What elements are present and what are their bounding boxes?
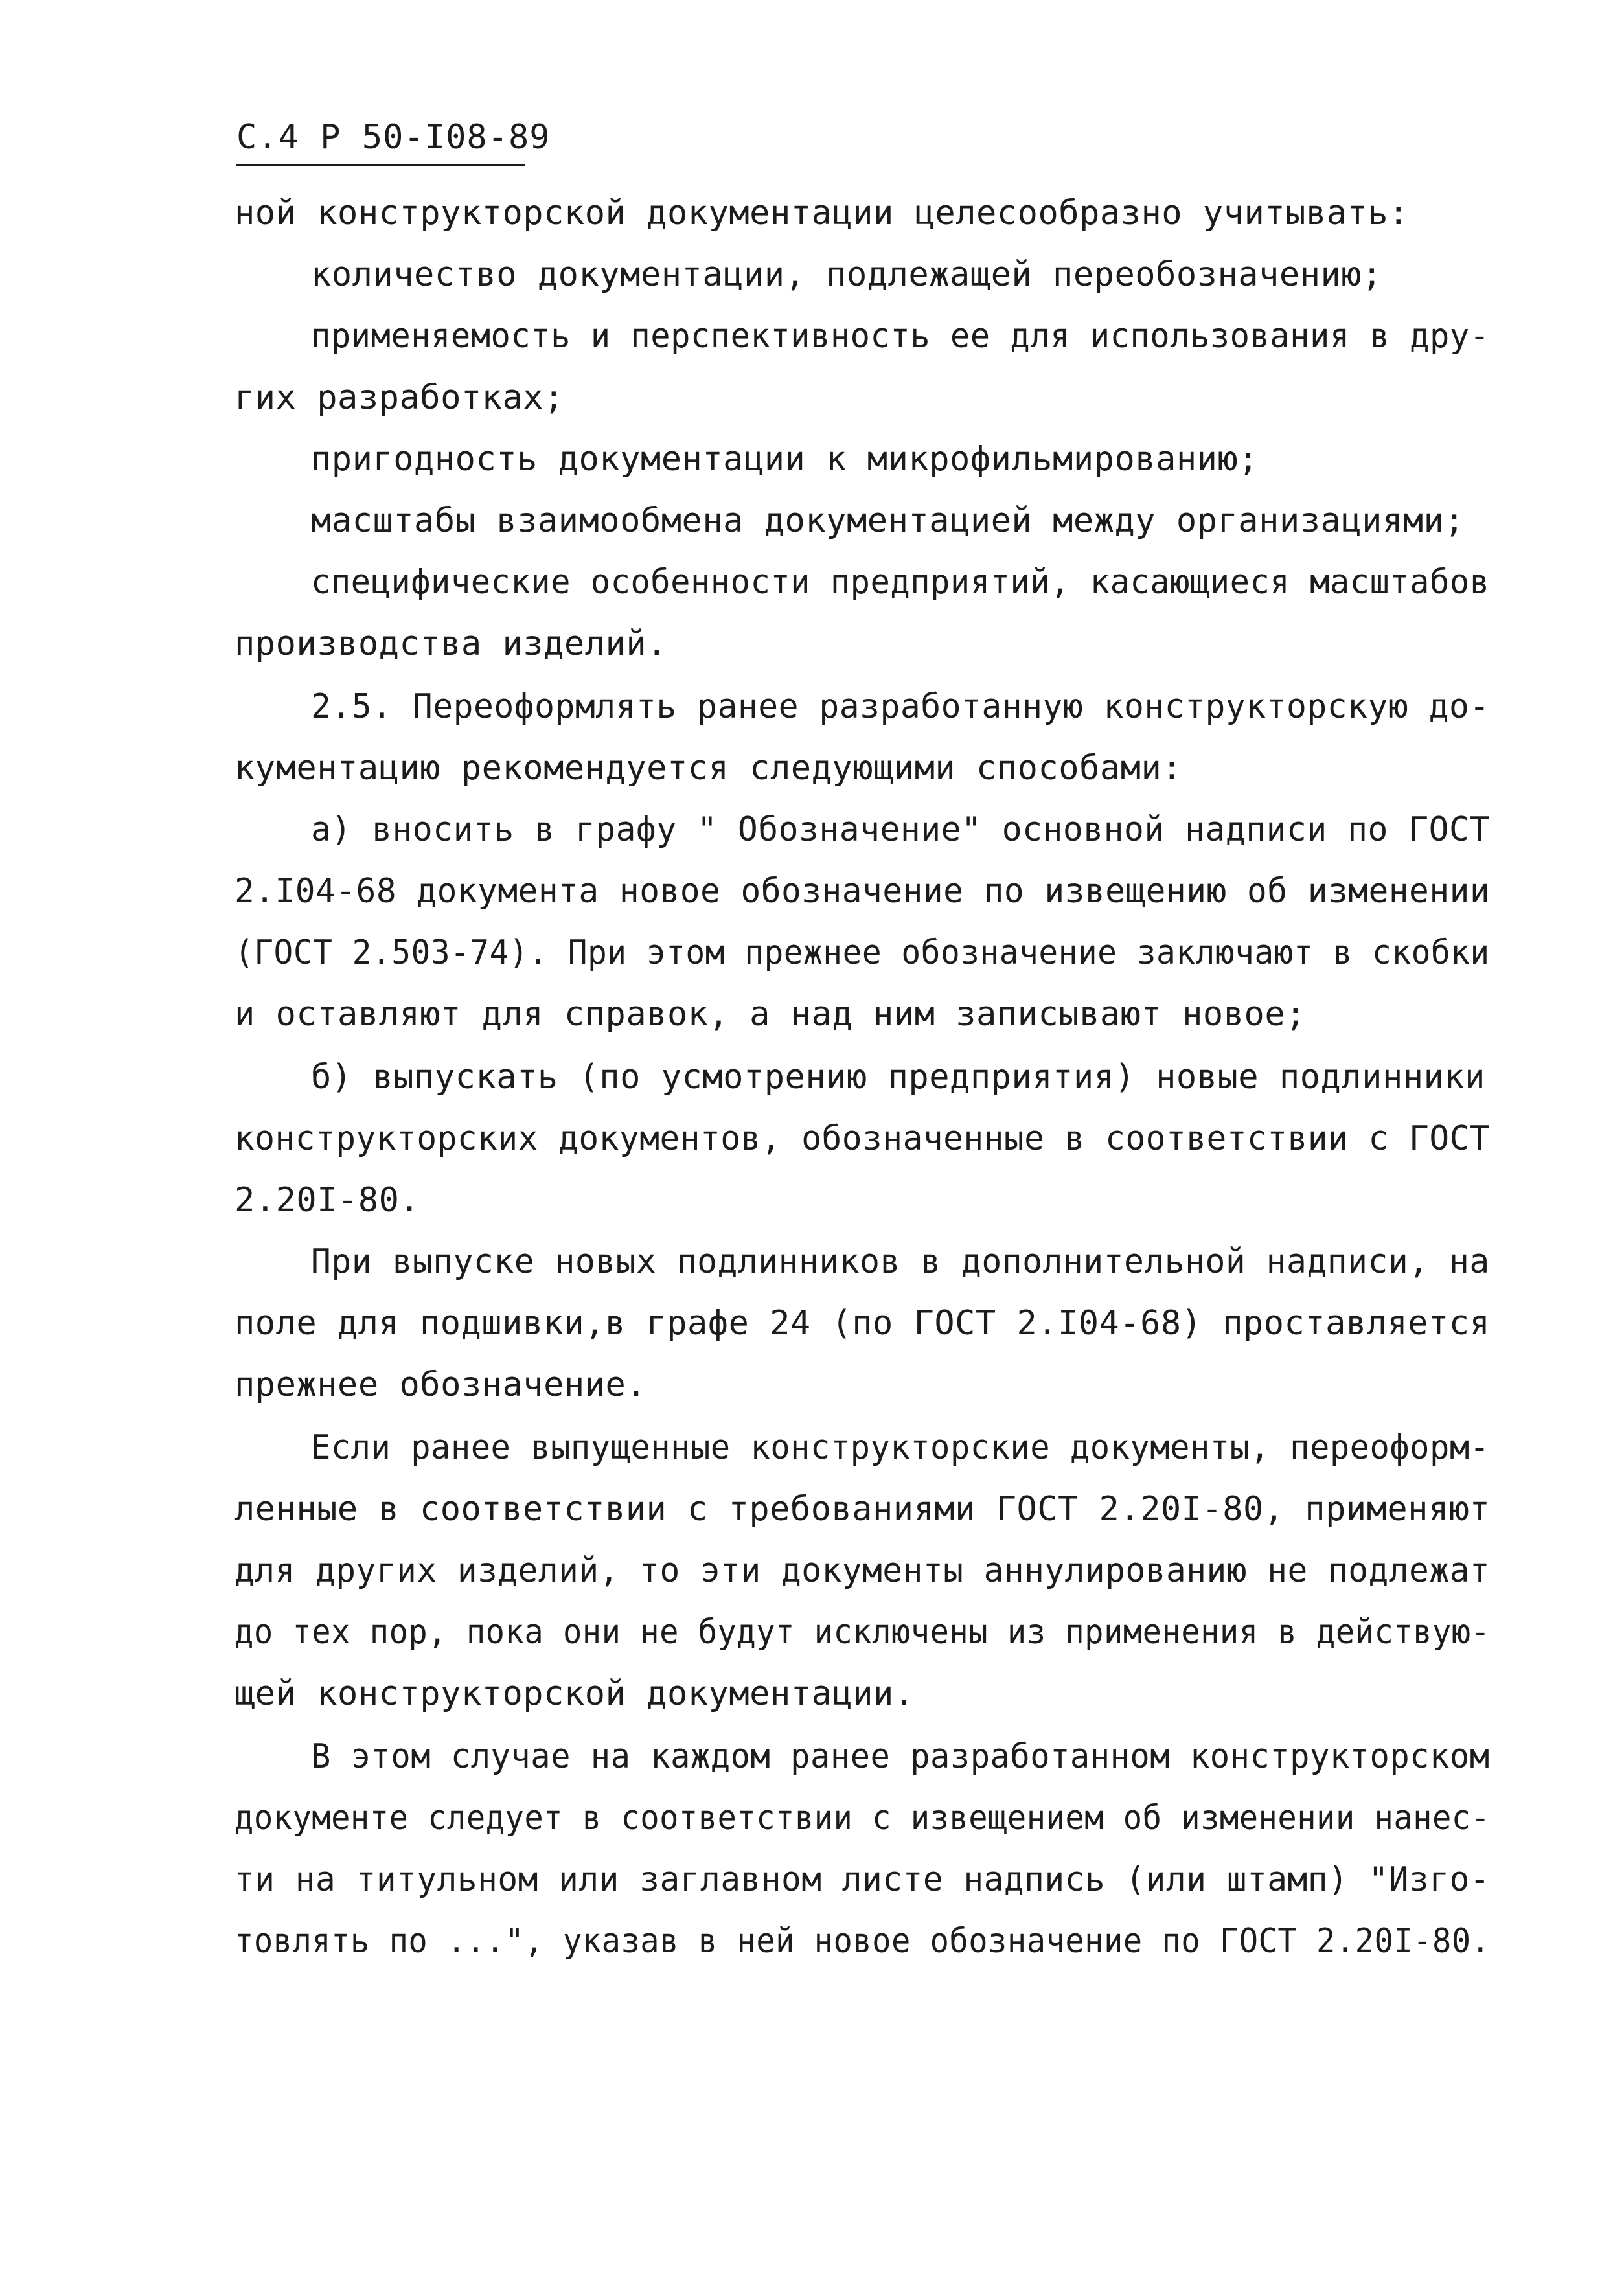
text-line: документе следует в соответствии с извещением об изменении нанес- <box>234 1799 1491 1838</box>
text-line: ти на титульном или заглавном листе надпись (или штамп) "Изго- <box>234 1860 1491 1899</box>
text-line: гих разработках; <box>234 378 564 417</box>
page-header: С.4 Р 50-I08-89 <box>236 118 551 157</box>
text-line: щей конструкторской документации. <box>234 1674 915 1713</box>
text-line: При выпуске новых подлинников в дополнительной надписи, на <box>311 1242 1490 1281</box>
text-line: а) вносить в графу " Обозначение" основной надписи по ГОСТ <box>311 810 1490 849</box>
text-line: количество документации, подлежащей переобозначению; <box>311 255 1382 294</box>
text-line: до тех пор, пока они не будут исключены из применения в действую- <box>234 1613 1491 1652</box>
text-line: б) выпускать (по усмотрению предприятия) новые подлинники <box>311 1058 1485 1097</box>
text-line: производства изделий. <box>234 624 667 663</box>
text-line: ной конструкторской документации целесообразно учитывать: <box>234 194 1409 233</box>
text-line: применяемость и перспективность ее для использования в дру- <box>311 317 1490 356</box>
text-line: (ГОСТ 2.503-74). При этом прежнее обозначение заключают в скобки <box>234 933 1490 972</box>
text-line: поле для подшивки,в графе 24 (по ГОСТ 2.I04-68) проставляется <box>234 1304 1491 1343</box>
text-line: 2.I04-68 документа новое обозначение по извещению об изменении <box>234 872 1491 911</box>
text-line: специфические особенности предприятий, касающиеся масштабов <box>311 563 1490 602</box>
text-line: конструкторских документов, обозначенные в соответствии с ГОСТ <box>234 1119 1491 1158</box>
text-line: для других изделий, то эти документы аннулированию не подлежат <box>234 1551 1491 1590</box>
text-line: Если ранее выпущенные конструкторские документы, переоформ- <box>311 1428 1490 1467</box>
text-line: прежнее обозначение. <box>234 1365 647 1404</box>
text-line: товлять по ...", указав в ней новое обозначение по ГОСТ 2.20I-80. <box>234 1922 1491 1961</box>
text-line: 2.5. Переоформлять ранее разработанную конструкторскую до- <box>311 687 1490 726</box>
text-line: масштабы взаимообмена документацией между организациями; <box>311 501 1465 540</box>
text-line: В этом случае на каждом ранее разработанном конструкторском <box>311 1737 1490 1776</box>
text-line: ленные в соответствии с требованиями ГОСТ 2.20I-80, применяют <box>234 1490 1491 1529</box>
header-underline <box>236 164 525 166</box>
text-line: 2.20I-80. <box>234 1181 420 1220</box>
text-line: пригодность документации к микрофильмированию; <box>311 440 1259 479</box>
text-line: и оставляют для справок, а над ним записывают новое; <box>234 995 1306 1034</box>
text-line: кументацию рекомендуется следующими способами: <box>234 749 1183 788</box>
